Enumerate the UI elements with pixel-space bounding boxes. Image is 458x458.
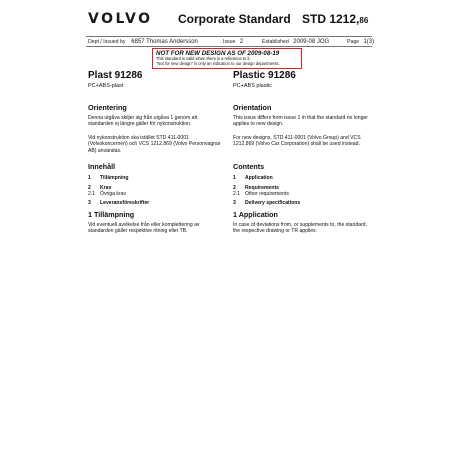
document-type-title: Corporate Standard [178, 12, 291, 26]
toc-number: 3 [233, 200, 236, 206]
right-orientation-heading: Orientation [233, 103, 272, 112]
header-rule-top [86, 36, 372, 37]
issue-label: Issue [223, 39, 236, 45]
left-contents-heading: Innehåll [88, 162, 116, 171]
page-value: 1(3) [363, 39, 375, 45]
not-for-new-design-notice [152, 48, 302, 69]
toc-label: Requirements [245, 185, 279, 191]
left-application-heading: 1 Tillämpning [88, 210, 135, 219]
left-title: Plast 91286 [88, 70, 143, 81]
standard-number-suffix: 86 [359, 16, 369, 25]
dept-value: 6857 Thomas Andersson [131, 39, 198, 45]
toc-label: Delivery specifications [245, 200, 301, 206]
notice-line-2: This standard is valid when there is a reference to it. [156, 56, 251, 61]
right-subtitle: PC+ABS plastic [233, 83, 272, 89]
established-value: 2009-08 JOG [293, 39, 330, 45]
left-subtitle: PC+ABS-plast [88, 83, 124, 89]
notice-headline: NOT FOR NEW DESIGN AS OF 2009-08-19 [156, 50, 280, 57]
toc-number: 1 [233, 175, 236, 181]
issue-value: 2 [239, 39, 244, 45]
page-field [347, 39, 374, 45]
toc-label: Leveransföreskrifter [100, 200, 150, 206]
right-application-heading: 1 Application [233, 210, 278, 219]
right-orientation-para-2: For new designs, STD 411-0001 (Volvo Group) and VCS 1212,869 (Volvo Car Corporation) shall be used instead. [233, 135, 361, 148]
toc-label: Other requirements [245, 191, 289, 197]
established-label: Established [262, 39, 289, 45]
toc-number: 2 [88, 185, 91, 191]
right-contents-heading: Contents [233, 162, 265, 171]
toc-label: Application [245, 175, 273, 181]
right-orientation-para-1: This issue differs from issue 1 in that the standard no longer applies to new design. [233, 115, 368, 128]
issue-field [223, 39, 243, 45]
toc-number: 2.1 [233, 191, 241, 197]
page-label: Page [347, 39, 360, 45]
toc-number: 3 [88, 200, 91, 206]
dept-field [88, 39, 198, 45]
left-orientation-heading: Orientering [88, 103, 127, 112]
left-orientation-para-1: Denna utgåva skiljer sig från utgåva 1 genom att standarden ej längre gäller för nykonstruktion. [88, 115, 198, 128]
established-field [262, 39, 329, 45]
toc-number: 1 [88, 175, 91, 181]
toc-label: Krav [100, 185, 112, 191]
left-application-para: Vid eventuell avvikelse från eller komplettering av standarden gäller respektive ritning eller TB. [88, 222, 200, 235]
right-title: Plastic 91286 [233, 70, 296, 81]
toc-label: Tillämpning [100, 175, 129, 181]
toc-number: 2.1 [88, 191, 96, 197]
standard-number-main: STD 1212, [302, 12, 360, 26]
toc-number: 2 [233, 185, 236, 191]
standard-number [302, 12, 368, 26]
toc-label: Övriga krav [100, 191, 127, 197]
header-rule-bottom [86, 46, 372, 47]
volvo-logo: VOLVO [88, 11, 153, 27]
right-application-para: In case of deviations from, or supplements to, the standard, the respective drawing or TR applies. [233, 222, 367, 235]
left-orientation-para-2: Vid nykonstruktion ska istället STD 411-0001 (Volvokoncernen) och VCS 1212,869 (Volvo Personvagnar AB) användas. [88, 135, 221, 154]
notice-line-3: "Not for new design" is only an indication to our design departments. [156, 60, 280, 66]
dept-label: Dept / Issued by [88, 39, 126, 45]
